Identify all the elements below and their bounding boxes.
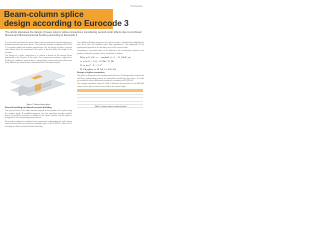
body-paragraph: For members subject to combined axial compression and bending, the splice forces can be derived from the interaction equations given in EN 1993-1-1, clause 6.3.3, including the effects of lateral torsional buckling. — [5, 120, 72, 128]
body-paragraph: The internal forces at the splice location depend on the position of the splice along the member length. A simplified approach uses the equivalent member method, where the buckling resistance is verified for the whole member and the splice is designed for the corresponding internal forces. — [5, 110, 72, 120]
equation: N_cr = π² · E · I / L² — [80, 64, 102, 68]
body-paragraph: The example calculation shown in Table 1 illustrates the procedure for an HEB 300 column with a splice located at one third of the column height. — [77, 83, 144, 88]
body-paragraph: Considering a sinusoidal shape of the deflection, the second-order moment at the position x along the member can be calculated as follows: — [77, 50, 144, 55]
design-values-table — [77, 89, 143, 105]
equation: e₀ = α (λ̄ − 0.2) · M_Rk / N_Rk — [80, 60, 114, 64]
beam-splice-drawing — [7, 66, 69, 102]
left-column — [5, 42, 72, 129]
equation: M_Ed,splice = M_Ed,I + ΔM_Ed — [80, 68, 116, 72]
table-caption: Table 1: Design values at splice location — [94, 106, 127, 109]
body-paragraph: The splice is designed for the resulting internal forces. The flange plates transfer the axial force and bending moment, the web plates transfer the shear force. The bolts are verified for shear and bearing resistance according to EN 1993-1-8. — [77, 75, 144, 82]
table-row — [77, 105, 143, 108]
body-paragraph: In a structural steel frame the beam-column splice connections transmit axial forces, bending moments and shear forces. The structural analysis according to EN 1993-1-1 considers global and member imperfections. For the design of splices, second-order effects must be considered if the splice is located within the length of the member. — [5, 42, 72, 54]
article-intro: The article discusses the design of beam-column splice connections considering second-order effects due to combined flexural and flexural-torsional buckling according to Eurocode 3. — [5, 31, 142, 38]
section-heading: Design of splice connection — [77, 72, 105, 75]
article-title — [4, 10, 129, 28]
body-paragraph: The additional bending moment at the splice location is obtained by multiplying the axial force with the amplified initial bow imperfection. The magnitude of the imperfection depends on the buckling curve of the cross-section. — [77, 42, 144, 49]
body-paragraph: The design of a splice connection in a column is based on the internal forces determined at the location of the splice. For compression members subjected to buckling the additional moment due to imperfections and second-order effects has to be added to the internal forces determined from first-order analysis. — [5, 55, 72, 65]
right-column — [77, 42, 144, 109]
title-banner — [0, 9, 129, 29]
equation: M(x) = N_Ed · e₀ · sin(πx/L) / (1 − N_Ed/N_cr) — [80, 56, 132, 60]
title-line-1: Beam-column splice — [4, 10, 84, 19]
section-heading: Flexural buckling and lateral torsional buckling — [5, 107, 52, 110]
title-line-2: design according to Eurocode 3 — [4, 19, 129, 28]
figure-caption: Figure 1: Beam-column splice — [26, 104, 51, 107]
section-tag: Software — [130, 4, 143, 8]
figure-beam-splice — [7, 66, 69, 104]
